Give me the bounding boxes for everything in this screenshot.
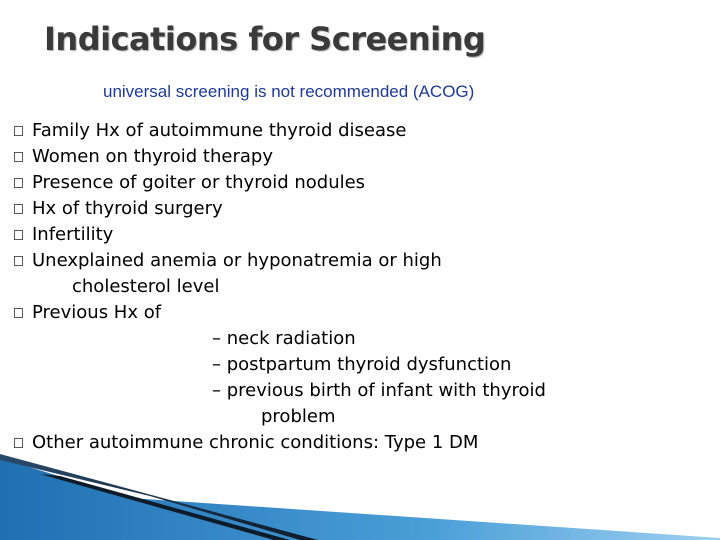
list-item (14, 430, 694, 456)
swoosh-dark-band (0, 454, 318, 540)
checkbox-bullet-icon (14, 256, 23, 266)
list-item-text: Infertility (32, 224, 114, 245)
checkbox-bullet-icon (14, 438, 23, 448)
list-item-text: Unexplained anemia or hyponatremia or high (32, 250, 442, 271)
list-item-continuation (14, 274, 694, 300)
list-item (14, 222, 694, 248)
checkbox-bullet-icon (14, 308, 23, 318)
list-item (14, 144, 694, 170)
checkbox-bullet-icon (14, 204, 23, 214)
slide-subtitle: universal screening is not recommended (ACOG) (103, 82, 475, 101)
list-item-text: Family Hx of autoimmune thyroid disease (32, 120, 407, 141)
list-item-text: Previous Hx of (32, 302, 162, 323)
list-item (14, 248, 694, 274)
list-item-text: cholesterol level (72, 276, 220, 297)
sub-list-item-continuation (14, 404, 694, 430)
indication-list (14, 118, 694, 456)
sub-list-item (14, 352, 694, 378)
checkbox-bullet-icon (14, 126, 23, 136)
sub-list-item (14, 326, 694, 352)
list-item-text: Presence of goiter or thyroid nodules (32, 172, 366, 193)
checkbox-bullet-icon (14, 178, 23, 188)
sub-list-item (14, 378, 694, 404)
list-item (14, 196, 694, 222)
swoosh-dark-stripe (40, 474, 290, 540)
list-item (14, 118, 694, 144)
list-item-text: Other autoimmune chronic conditions: Type 1 DM (32, 432, 479, 453)
list-item (14, 170, 694, 196)
swoosh-blue-band (0, 458, 720, 540)
checkbox-bullet-icon (14, 152, 23, 162)
sub-list-item-text: – postpartum thyroid dysfunction (212, 354, 512, 375)
checkbox-bullet-icon (14, 230, 23, 240)
sub-list-item-text: – previous birth of infant with thyroid (212, 380, 546, 401)
slide-title: Indications for Screening (44, 20, 486, 58)
list-item-text: Women on thyroid therapy (32, 146, 273, 167)
list-item (14, 300, 694, 326)
sub-list-item-text: – neck radiation (212, 328, 356, 349)
sub-list-item-text: problem (261, 406, 336, 427)
list-item-text: Hx of thyroid surgery (32, 198, 223, 219)
